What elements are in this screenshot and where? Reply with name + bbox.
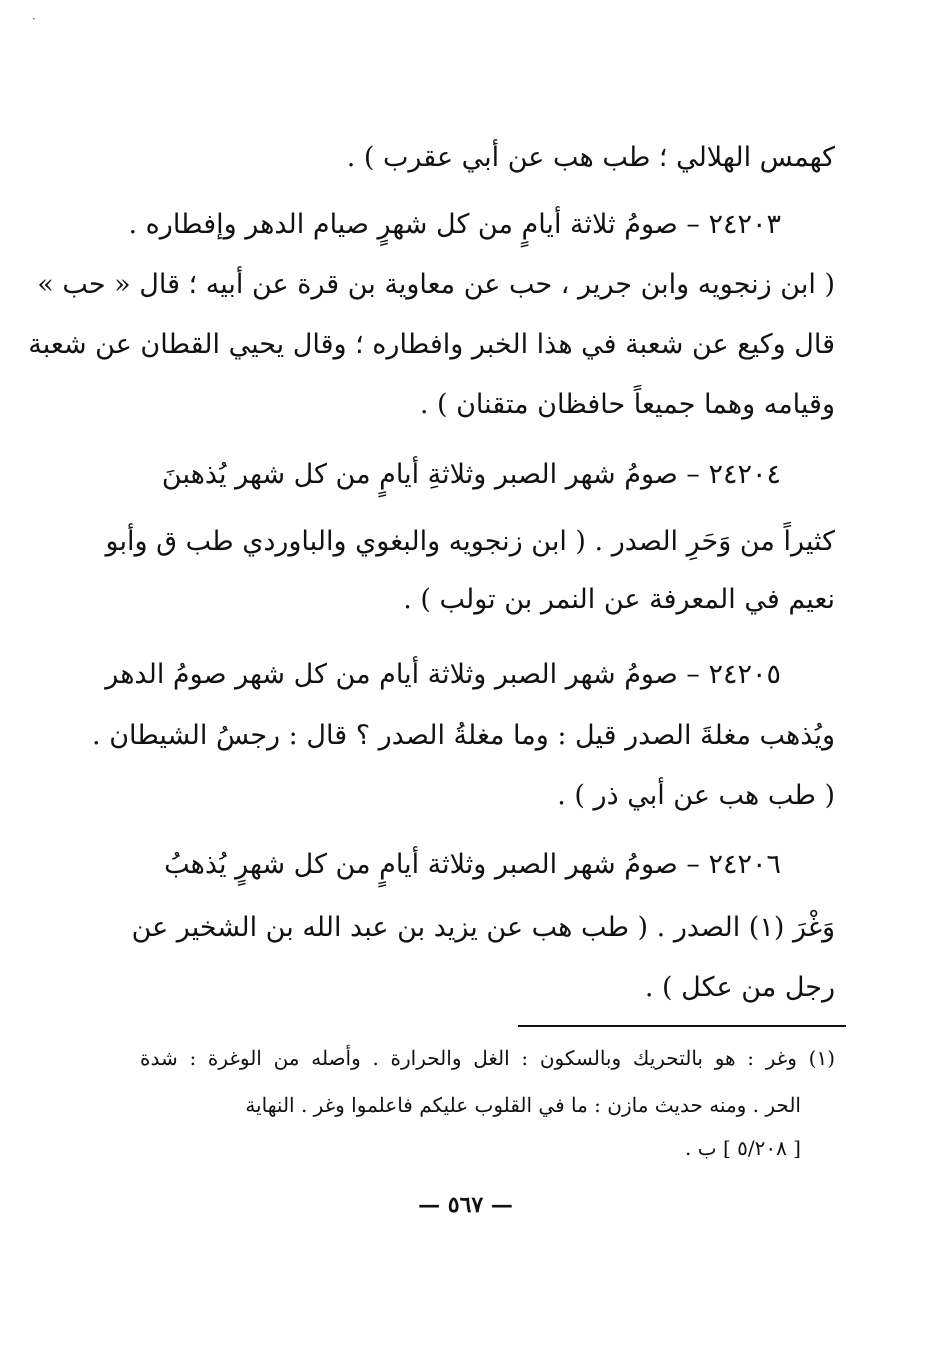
text-line: قال وكيع عن شعبة في هذا الخبر وافطاره ؛ وقال يحيي القطان عن شعبة bbox=[28, 329, 835, 360]
footnote-line: [ ٥/٢٠٨ ] ب . bbox=[685, 1136, 801, 1160]
hadith-24205-line: ٢٤٢٠٥ – صومُ شهر الصبر وثلاثة أيام من كل شهر صومُ الدهر bbox=[105, 659, 781, 690]
text-line: ( ابن زنجويه وابن جرير ، حب عن معاوية بن قرة عن أبيه ؛ قال « حب » bbox=[37, 269, 835, 300]
footnote-line: (١) وغر : هو بالتحريك وبالسكون : الغل والحرارة . وأصله من الوغرة : شدة bbox=[140, 1046, 835, 1070]
footnote-rule bbox=[518, 1025, 846, 1027]
text-line: كثيراً من وَحَرِ الصدر . ( ابن زنجويه والبغوي والباوردي طب ق وأبو bbox=[105, 526, 835, 557]
text-line: ويُذهب مغلةَ الصدر قيل : وما مغلةُ الصدر ؟ قال : رجسُ الشيطان . bbox=[92, 720, 835, 751]
hadith-24206-line: ٢٤٢٠٦ – صومُ شهر الصبر وثلاثة أيامٍ من كل شهرٍ يُذهبُ bbox=[164, 849, 781, 880]
corner-mark: · bbox=[32, 12, 36, 26]
text-line: رجل من عكل ) . bbox=[644, 972, 835, 1003]
hadith-24203-line: ٢٤٢٠٣ – صومُ ثلاثة أيامٍ من كل شهرٍ صيام الدهر وإفطاره . bbox=[128, 209, 781, 240]
text-line: وقيامه وهما جميعاً حافظان متقنان ) . bbox=[419, 389, 835, 420]
text-line: كهمس الهلالي ؛ طب هب عن أبي عقرب ) . bbox=[346, 142, 835, 173]
footnote-line: الحر . ومنه حديث مازن : ما في القلوب عليكم فاعلموا وغر . النهاية bbox=[245, 1093, 801, 1117]
text-line: ( طب هب عن أبي ذر ) . bbox=[557, 780, 835, 811]
text-line: نعيم في المعرفة عن النمر بن تولب ) . bbox=[403, 584, 835, 615]
hadith-24204-line: ٢٤٢٠٤ – صومُ شهر الصبر وثلاثةِ أيامٍ من كل شهر يُذهبنَ bbox=[161, 459, 781, 490]
page-number: — ٥٦٧ — bbox=[418, 1192, 513, 1218]
text-line: وَغْرَ (١) الصدر . ( طب هب عن يزيد بن عبد الله بن الشخير عن bbox=[131, 912, 835, 943]
